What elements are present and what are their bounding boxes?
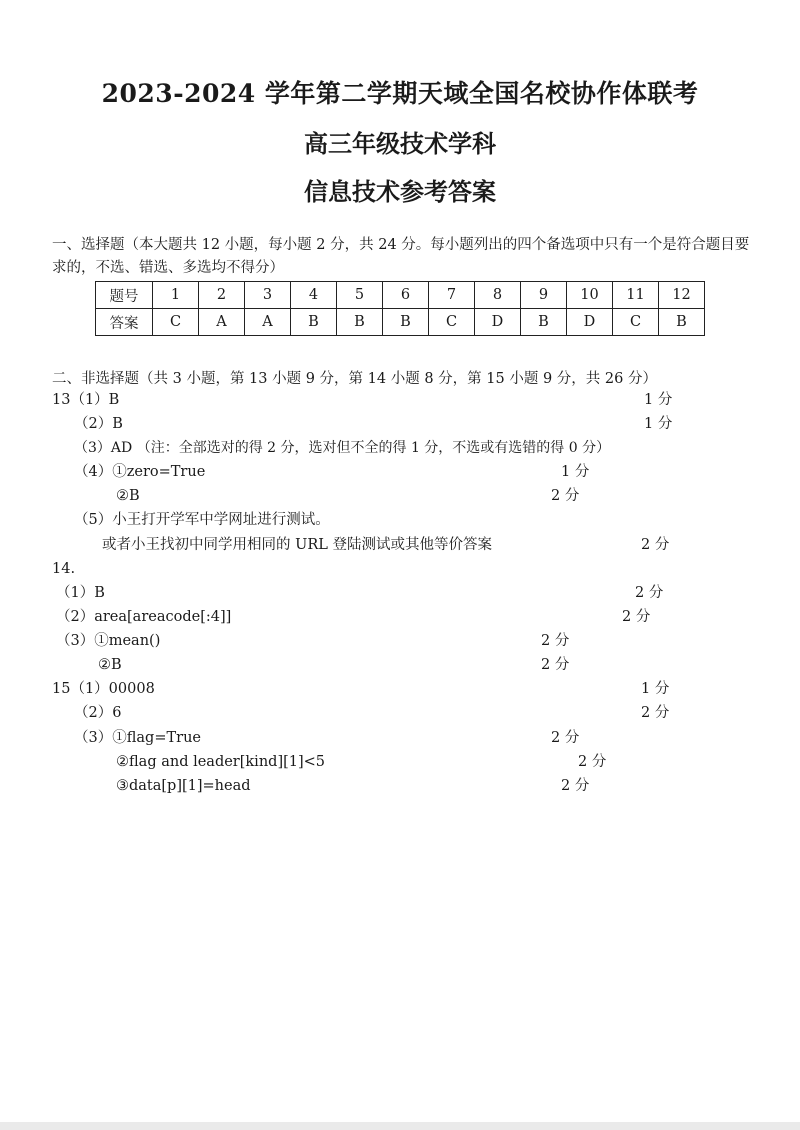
q13-3-answer: （3）AD （注：全部选对的得 2 分，选对但不全的得 1 分，不选或有选错的得 0 分） — [74, 440, 611, 456]
q15-3-score-3: 2 分 — [561, 778, 590, 794]
answer-cell: C — [429, 309, 475, 336]
question-number: 6 — [383, 282, 429, 309]
q15-2-score: 2 分 — [641, 705, 670, 721]
q13-4-answer-2: ②B — [116, 488, 140, 504]
q13-1-answer: 13（1）B — [52, 392, 120, 408]
q14-1-score: 2 分 — [635, 585, 664, 601]
answer-cell: B — [291, 309, 337, 336]
q13-5-score: 2 分 — [641, 537, 670, 553]
q14-3-score-2: 2 分 — [541, 657, 570, 673]
q14-2-answer: （2）area[areacode[:4]] — [56, 609, 232, 625]
answer-cell: C — [613, 309, 659, 336]
answer-cell: D — [475, 309, 521, 336]
q13-4-score-2: 2 分 — [551, 488, 580, 504]
q15-3-answer-2: ②flag and leader[kind][1]<5 — [116, 754, 326, 770]
q15-2-answer: （2）6 — [74, 705, 122, 721]
question-number: 12 — [659, 282, 705, 309]
q13-5-answer-1: （5）小王打开学军中学网址进行测试。 — [74, 512, 330, 528]
q13-4-score-1: 1 分 — [561, 464, 590, 480]
q14-2-score: 2 分 — [622, 609, 651, 625]
answer-cell: B — [659, 309, 705, 336]
question-number: 9 — [521, 282, 567, 309]
answer-table — [95, 281, 705, 336]
q13-2-score: 1 分 — [644, 416, 673, 432]
question-number: 11 — [613, 282, 659, 309]
answer-cell: A — [245, 309, 291, 336]
page-bottom-edge — [0, 1122, 800, 1130]
exam-subtitle: 高三年级技术学科 — [304, 129, 496, 158]
q13-4-answer-1: （4）①zero=True — [74, 464, 206, 480]
section2-intro: 二、非选择题（共 3 小题，第 13 小题 9 分，第 14 小题 8 分，第 15 小题 9 分，共 26 分） — [52, 371, 657, 387]
q14-label: 14. — [52, 561, 76, 577]
answer-cell: B — [383, 309, 429, 336]
q14-3-answer-1: （3）①mean() — [56, 633, 161, 649]
question-number: 2 — [199, 282, 245, 309]
question-number: 3 — [245, 282, 291, 309]
q13-2-answer: （2）B — [74, 416, 123, 432]
q15-3-score-2: 2 分 — [578, 754, 607, 770]
q14-3-answer-2: ②B — [98, 657, 122, 673]
question-number: 8 — [475, 282, 521, 309]
question-number: 7 — [429, 282, 475, 309]
question-number: 10 — [567, 282, 613, 309]
q13-1-score: 1 分 — [644, 392, 673, 408]
exam-title: 2023-2024 学年第二学期天域全国名校协作体联考 — [101, 79, 699, 108]
document-name: 信息技术参考答案 — [304, 177, 496, 206]
question-number: 4 — [291, 282, 337, 309]
q15-1-score: 1 分 — [641, 681, 670, 697]
q15-3-answer-1: （3）①flag=True — [74, 730, 201, 746]
q14-3-score-1: 2 分 — [541, 633, 570, 649]
answer-row — [96, 309, 705, 336]
q15-1-answer: 15（1）00008 — [52, 681, 155, 697]
question-number: 5 — [337, 282, 383, 309]
q14-1-answer: （1）B — [56, 585, 105, 601]
q15-3-score-1: 2 分 — [551, 730, 580, 746]
answer-cell: B — [521, 309, 567, 336]
question-number-row — [96, 282, 705, 309]
answer-cell: D — [567, 309, 613, 336]
row-header-answer: 答案 — [96, 309, 153, 336]
q15-3-answer-3: ③data[p][1]=head — [116, 778, 251, 794]
question-number: 1 — [153, 282, 199, 309]
section1-intro: 一、选择题（本大题共 12 小题，每小题 2 分，共 24 分。每小题列出的四个备选项中只有一个是符合题目要求的，不选、错选、多选均不得分） — [52, 237, 750, 276]
q13-5-answer-2: 或者小王找初中同学用相同的 URL 登陆测试或其他等价答案 — [102, 537, 492, 553]
answer-cell: A — [199, 309, 245, 336]
row-header-question: 题号 — [96, 282, 153, 309]
answer-cell: B — [337, 309, 383, 336]
answer-cell: C — [153, 309, 199, 336]
